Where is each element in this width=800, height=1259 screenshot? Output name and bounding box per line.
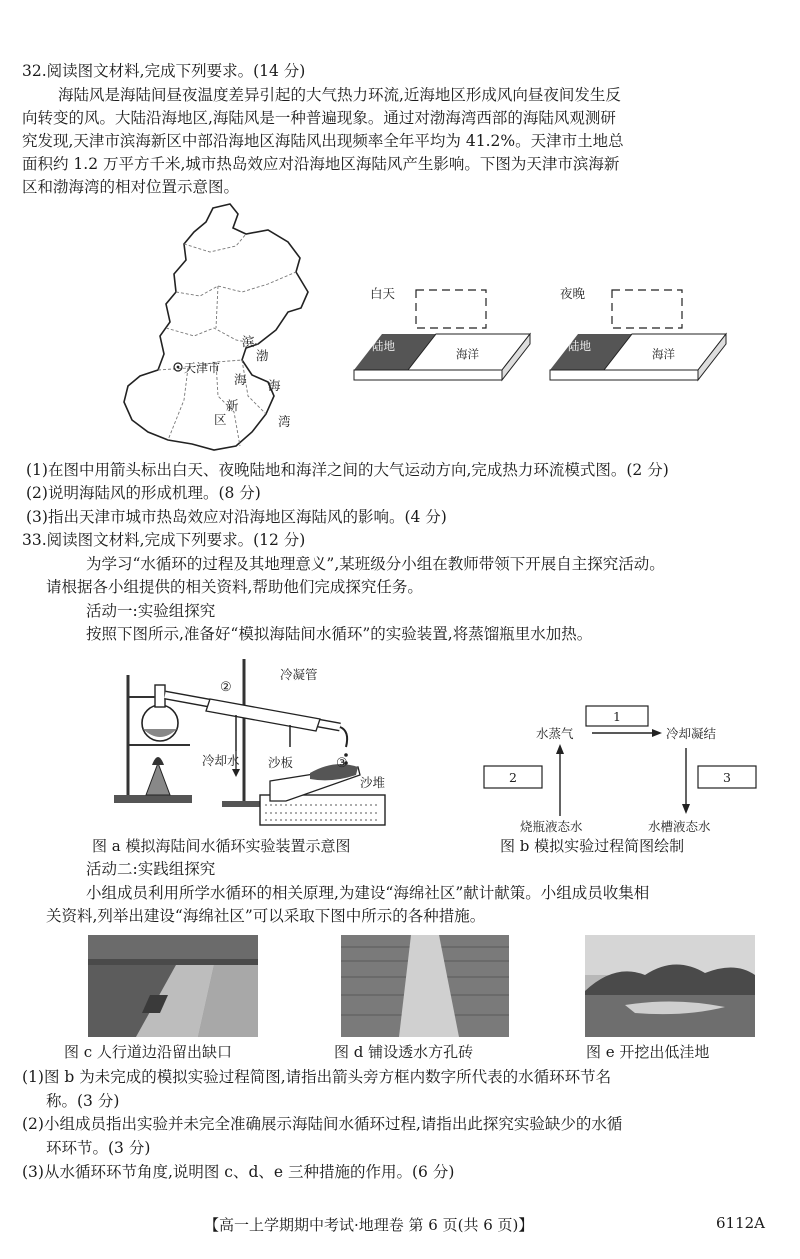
fig-b-trough: 水槽液态水: [648, 819, 711, 834]
photo-c-sidewalk-gap: [88, 935, 258, 1037]
fig-a-label-1: ①: [148, 716, 160, 731]
night-circulation-diagram: [548, 278, 728, 388]
photo-c-caption: 图 c 人行道边沿留出缺口: [64, 1043, 232, 1061]
fig-a-label-2: ②: [220, 680, 232, 695]
fig-a-caption: 图 a 模拟海陆间水循环实验装置示意图: [92, 837, 351, 855]
photo-e-caption: 图 e 开挖出低洼地: [586, 1043, 710, 1061]
q33-question-1: (1)图 b 为未完成的模拟实验过程简图,请指出箭头旁方框内数字所代表的水循环环节名: [22, 1068, 612, 1086]
fig-a-sand-label: 沙堆: [360, 775, 386, 790]
map-bay-char: 海: [268, 378, 281, 393]
fig-b-box-3-label: 3: [723, 770, 731, 785]
fig-b-vapor: 水蒸气: [536, 726, 574, 741]
map-city-label: 天津市: [184, 361, 221, 375]
fig-a-board-label: 沙板: [268, 755, 294, 770]
fig-b-caption: 图 b 模拟实验过程简图绘制: [500, 837, 685, 855]
activity-2-title: 活动二:实践组探究: [86, 860, 216, 878]
footer-code: 6112A: [716, 1214, 766, 1232]
fig-b-box-2-label: 2: [509, 770, 517, 785]
activity-1-title: 活动一:实验组探究: [86, 602, 216, 620]
fig-b-cool: 冷却凝结: [666, 726, 717, 741]
fig-b-box-1-label: 1: [613, 709, 621, 724]
map-binhai-char: 滨: [242, 334, 255, 349]
q33-title: 33.阅读图文材料,完成下列要求。(12 分): [22, 531, 306, 549]
q32-question-2: (2)说明海陆风的形成机理。(8 分): [26, 484, 261, 502]
fig-a-label-3: ③: [336, 756, 348, 771]
q33-question-2: (2)小组成员指出实验并未完全准确展示海陆间水循环过程,请指出此探究实验缺少的水循: [22, 1115, 623, 1133]
q32-para-line: 向转变的风。大陆沿海地区,海陆风是一种普遍现象。通过对渤海湾西部的海陆风观测研: [22, 109, 616, 127]
activity-2-text: 小组成员利用所学水循环的相关原理,为建设“海绵社区”献计献策。小组成员收集相: [86, 884, 650, 902]
fig-a-condenser-label: 冷凝管: [280, 667, 318, 682]
photo-e-depression-land: [585, 935, 755, 1037]
photo-d-permeable-bricks: [341, 935, 509, 1037]
q33-question-3: (3)从水循环环节角度,说明图 c、d、e 三种措施的作用。(6 分): [22, 1163, 455, 1181]
day-title: 白天: [370, 286, 396, 301]
map-binhai-char: 新: [226, 398, 239, 413]
night-sea-label: 海洋: [652, 347, 675, 361]
q33-intro-line: 为学习“水循环的过程及其地理意义”,某班级分小组在教师带领下开展自主探究活动。: [86, 555, 665, 573]
q32-title: 32.阅读图文材料,完成下列要求。(14 分): [22, 62, 306, 80]
page-footer: [0, 1212, 800, 1238]
q32-question-1: (1)在图中用箭头标出白天、夜晚陆地和海洋之间的大气运动方向,完成热力环流模式图。(2 分): [26, 461, 669, 479]
activity-1-text: 按照下图所示,准备好“模拟海陆间水循环”的实验装置,将蒸馏瓶里水加热。: [86, 625, 593, 643]
q32-para-line: 区和渤海湾的相对位置示意图。: [22, 178, 240, 196]
photo-d-caption: 图 d 铺设透水方孔砖: [334, 1043, 474, 1061]
q32-para-line: 面积约 1.2 万平方千米,城市热岛效应对沿海地区海陆风产生影响。下图为天津市滨海新: [22, 155, 620, 173]
q33-question-2-cont: 环环节。(3 分): [46, 1139, 151, 1157]
q33-intro-line: 请根据各小组提供的相关资料,帮助他们完成探究任务。: [46, 578, 423, 596]
night-land-label: 陆地: [568, 339, 591, 353]
figure-b-process: [480, 698, 770, 838]
day-sea-label: 海洋: [456, 347, 479, 361]
fig-a-cooling-label: 冷却水: [202, 753, 240, 768]
q33-question-1-cont: 称。(3 分): [46, 1092, 120, 1110]
night-title: 夜晚: [560, 286, 586, 301]
activity-2-text: 关资料,列举出建设“海绵社区”可以采取下图中所示的各种措施。: [46, 907, 486, 925]
day-land-label: 陆地: [372, 339, 395, 353]
fig-b-flask: 烧瓶液态水: [520, 819, 583, 834]
q32-para-line: 海陆风是海陆间昼夜温度差异引起的大气热力环流,近海地区形成风向昼夜间发生反: [58, 86, 621, 104]
map-binhai-char: 海: [234, 372, 247, 387]
map-bay-char: 渤: [256, 348, 269, 363]
map-binhai-char: 区: [214, 412, 227, 427]
figure-a-apparatus: [110, 655, 400, 830]
q32-question-3: (3)指出天津市城市热岛效应对沿海地区海陆风的影响。(4 分): [26, 508, 447, 526]
footer-center: 【高一上学期期中考试·地理卷 第 6 页(共 6 页)】: [204, 1216, 534, 1234]
tianjin-map: [118, 200, 323, 455]
day-circulation-diagram: [352, 278, 532, 388]
q32-para-line: 究发现,天津市滨海新区中部沿海地区海陆风出现频率全年平均为 41.2%。天津市土地总: [22, 132, 624, 150]
map-bay-char: 湾: [278, 414, 291, 429]
